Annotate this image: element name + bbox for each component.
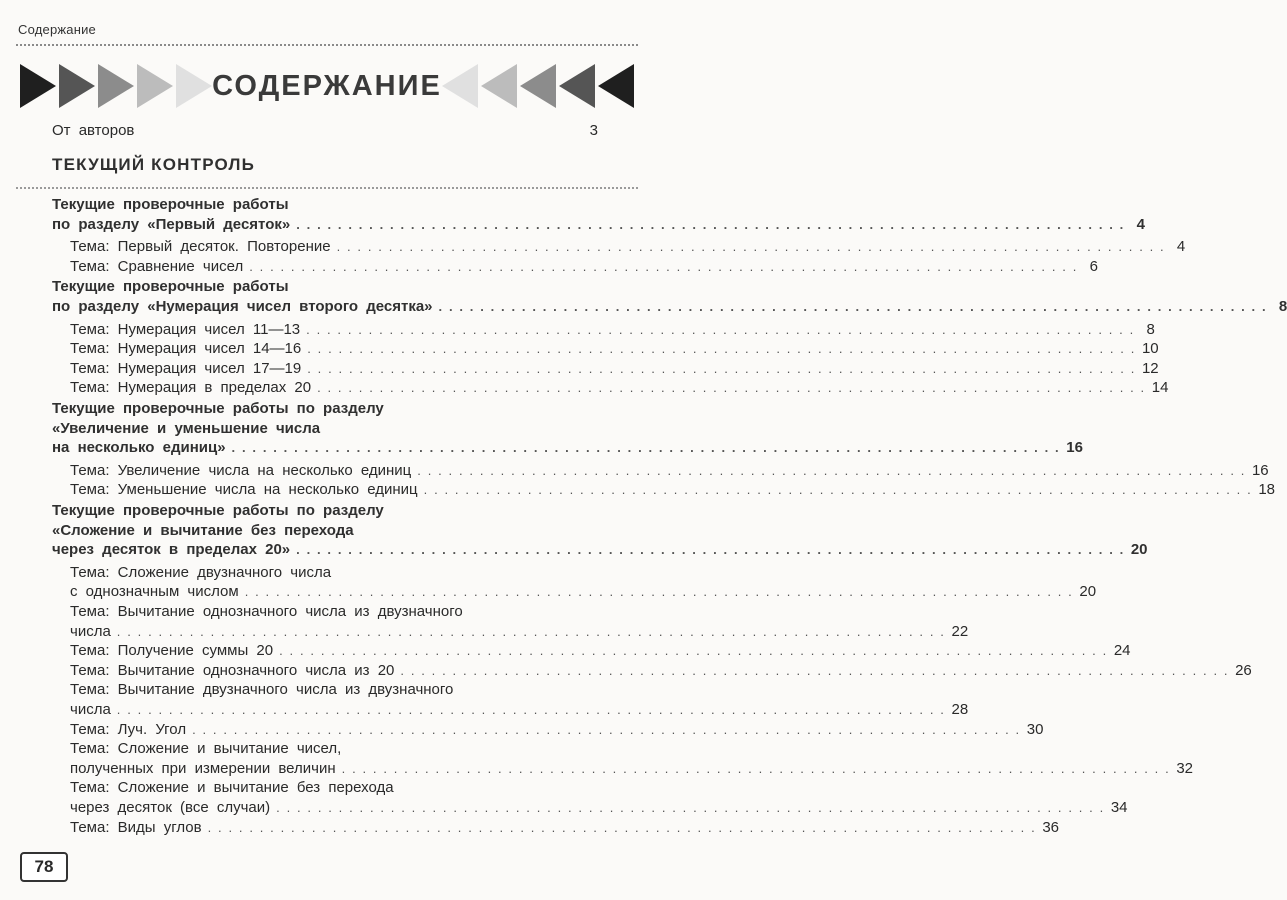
dot-leader: . . . . . . . . . . . . . . . . . . . . . . . . . . . . . . . . . . . . . . . . . . . . . . . . . . . . . . . . . . . . . . . . . . . . . . . . . . . . . . . . [400, 662, 1230, 678]
page-ref: 10 [1141, 340, 1159, 358]
topic-entry-text: Тема: Вычитание двузначного числа из двузначного [70, 681, 454, 699]
dot-leader: . . . . . . . . . . . . . . . . . . . . . . . . . . . . . . . . . . . . . . . . . . . . . . . . . . . . . . . . . . . . . . . . . . . . . . . . . . . . . . . . [249, 258, 1078, 274]
dot-leader: . . . . . . . . . . . . . . . . . . . . . . . . . . . . . . . . . . . . . . . . . . . . . . . . . . . . . . . . . . . . . . . . . . . . . . . . . . . . . . . . [192, 721, 1021, 737]
page-number: 78 [20, 852, 68, 882]
dot-leader: . . . . . . . . . . . . . . . . . . . . . . . . . . . . . . . . . . . . . . . . . . . . . . . . . . . . . . . . . . . . . . . . . . . . . . . . . . . . . . . . [279, 643, 1108, 659]
dot-leader: . . . . . . . . . . . . . . . . . . . . . . . . . . . . . . . . . . . . . . . . . . . . . . . . . . . . . . . . . . . . . . . . . . . . . . . . . . . . . . . . [317, 380, 1146, 396]
title-banner [16, 62, 638, 110]
page-ref: 8 [1278, 298, 1287, 315]
topic-entry-text: Тема: Луч. Угол [70, 720, 187, 738]
topic-entry-text: Тема: Сравнение чисел [70, 257, 244, 275]
topic-entry-text: числа [70, 622, 111, 640]
page-ref: 28 [951, 701, 969, 718]
section-rule [16, 187, 638, 189]
topic-entry-text: Тема: Сложение и вычитание без перехода [70, 779, 394, 797]
topic-entry-text: Тема: Уменьшение числа на несколько единиц [70, 481, 418, 499]
topic-entry [70, 379, 1169, 401]
page-ref: 30 [1026, 720, 1044, 738]
page-ref: 34 [1110, 799, 1128, 816]
group-title-text: по разделу «Нумерация чисел второго десятка» [52, 298, 433, 315]
topic-entry-text: полученных при измерении величин [70, 759, 336, 777]
topic-entry-text: Тема: Вычитание однозначного числа из 20 [70, 661, 395, 679]
group-title-text: по разделу «Первый десяток» [52, 215, 291, 233]
dot-leader: . . . . . . . . . . . . . . . . . . . . . . . . . . . . . . . . . . . . . . . . . . . . . . . . . . . . . . . . . . . . . . . . . . . . . . . . . . . . . . . . [423, 482, 1253, 498]
topic-entry-text: Тема: Вычитание однозначного числа из двузначного [70, 603, 463, 620]
page-ref: 26 [1235, 661, 1252, 679]
topic-entry [70, 818, 1059, 841]
page-ref: 16 [1066, 439, 1083, 457]
dot-leader: . . . . . . . . . . . . . . . . . . . . . . . . . . . . . . . . . . . . . . . . . . . . . . . . . . . . . . . . . . . . . . . . . . . . . . . . . . . . . . . . [116, 623, 946, 639]
dot-leader: . . . . . . . . . . . . . . . . . . . . . . . . . . . . . . . . . . . . . . . . . . . . . . . . . . . . . . . . . . . . . . . . . . . . . . . . . . . . . . . . [438, 299, 1268, 314]
page-ref: 16 [1251, 461, 1269, 479]
group-title-text: через десяток в пределах 20» [52, 541, 291, 559]
dot-leader: . . . . . . . . . . . . . . . . . . . . . . . . . . . . . . . . . . . . . . . . . . . . . . . . . . . . . . . . . . . . . . . . . . . . . . . . . . . . . . . . [307, 360, 1136, 376]
group-title-text: на несколько единиц» [52, 439, 226, 457]
group-title-text: Текущие проверочные работы по разделу [52, 502, 384, 519]
topic-entry-text: Тема: Нумерация чисел 14—16 [70, 340, 302, 358]
group-title-text: Текущие проверочные работы [52, 278, 289, 296]
topic-entry-text: через десяток (все случаи) [70, 799, 271, 816]
topic-entry-text: Тема: Нумерация чисел 17—19 [70, 359, 302, 377]
dot-leader: . . . . . . . . . . . . . . . . . . . . . . . . . . . . . . . . . . . . . . . . . . . . . . . . . . . . . . . . . . . . . . . . . . . . . . . . . . . . . . . . [417, 462, 1246, 478]
dot-leader: . . . . . . . . . . . . . . . . . . . . . . . . . . . . . . . . . . . . . . . . . . . . . . . . . . . . . . . . . . . . . . . . . . . . . . . . . . . . . . . . [341, 760, 1171, 776]
page-ref: 20 [1079, 583, 1097, 601]
page-ref: 22 [951, 622, 969, 640]
dot-leader: . . . . . . . . . . . . . . . . . . . . . . . . . . . . . . . . . . . . . . . . . . . . . . . . . . . . . . . . . . . . . . . . . . . . . . . . . . . . . . . . [207, 819, 1037, 835]
page-ref: 6 [1089, 257, 1098, 275]
dot-leader: . . . . . . . . . . . . . . . . . . . . . . . . . . . . . . . . . . . . . . . . . . . . . . . . . . . . . . . . . . . . . . . . . . . . . . . . . . . . . . . . [116, 702, 946, 717]
page-ref: 4 [1176, 238, 1186, 256]
page-ref: 3 [589, 122, 598, 139]
group-title [52, 215, 1145, 238]
group-title-text: Текущие проверочные работы по разделу [52, 400, 384, 417]
dot-leader: . . . . . . . . . . . . . . . . . . . . . . . . . . . . . . . . . . . . . . . . . . . . . . . . . . . . . . . . . . . . . . . . . . . . . . . . . . . . . . . . [276, 800, 1105, 815]
section-title: ТЕКУЩИЙ КОНТРОЛЬ [52, 155, 256, 174]
dot-leader: . . . . . . . . . . . . . . . . . . . . . . . . . . . . . . . . . . . . . . . . . . . . . . . . . . . . . . . . . . . . . . . . . . . . . . . . . . . . . . . . [307, 341, 1136, 357]
page-ref: 8 [1146, 320, 1155, 338]
page-ref: 32 [1176, 759, 1194, 777]
group-title [52, 541, 1148, 563]
topic-entry-text: числа [70, 701, 111, 718]
topic-entry [70, 481, 1276, 503]
header-rule [16, 44, 638, 46]
dot-leader: . . . . . . . . . . . . . . . . . . . . . . . . . . . . . . . . . . . . . . . . . . . . . . . . . . . . . . . . . . . . . . . . . . . . . . . . . . . . . . . . [244, 584, 1074, 600]
toc-intro [52, 122, 598, 144]
dot-leader: . . . . . . . . . . . . . . . . . . . . . . . . . . . . . . . . . . . . . . . . . . . . . . . . . . . . . . . . . . . . . . . . . . . . . . . . . . . . . . . . [296, 216, 1125, 232]
topic-entry-text: Тема: Первый десяток. Повторение [70, 238, 331, 256]
dot-leader: . . . . . . . . . . . . . . . . . . . . . . . . . . . . . . . . . . . . . . . . . . . . . . . . . . . . . . . . . . . . . . . . . . . . . . . . . . . . . . . . [306, 321, 1135, 337]
topic-entry-text: Тема: Нумерация в пределах 20 [70, 379, 312, 397]
group-title-text: «Увеличение и уменьшение числа [52, 419, 321, 437]
dot-leader: . . . . . . . . . . . . . . . . . . . . . . . . . . . . . . . . . . . . . . . . . . . . . . . . . . . . . . . . . . . . . . . . . . . . . . . . . . . . . . . . [231, 440, 1061, 456]
page-ref: 20 [1130, 541, 1148, 559]
page-ref: 24 [1113, 642, 1131, 660]
topic-entry-text: Тема: Сложение и вычитание чисел, [70, 740, 342, 758]
topic-entry-text: Тема: Сложение двузначного числа [70, 563, 332, 581]
dot-leader: . . . . . . . . . . . . . . . . . . . . . . . . . . . . . . . . . . . . . . . . . . . . . . . . . . . . . . . . . . . . . . . . . . . . . . . . . . . . . . . . [296, 542, 1125, 558]
group-title [52, 298, 1287, 320]
group-title-text: Текущие проверочные работы [52, 196, 289, 213]
topic-entry-text: Тема: Увеличение числа на несколько единиц [70, 461, 412, 479]
topic-entry [70, 257, 1098, 280]
toc-intro-text: От авторов [52, 122, 135, 139]
topic-entry-text: с однозначным числом [70, 583, 239, 601]
page-ref: 12 [1141, 359, 1159, 377]
dot-leader: . . . . . . . . . . . . . . . . . . . . . . . . . . . . . . . . . . . . . . . . . . . . . . . . . . . . . . . . . . . . . . . . . . . . . . . . . . . . . . . . [336, 239, 1166, 255]
topic-entry-text: Тема: Виды углов [70, 818, 202, 836]
banner-title: СОДЕРЖАНИЕ [212, 70, 442, 102]
topic-entry-text: Тема: Нумерация чисел 11—13 [70, 320, 301, 338]
topic-entry-text: Тема: Получение суммы 20 [70, 642, 274, 660]
page-ref: 36 [1042, 818, 1059, 836]
page-ref: 14 [1151, 379, 1169, 397]
page-ref: 18 [1258, 481, 1276, 499]
group-title-text: «Сложение и вычитание без перехода [52, 521, 354, 539]
running-header: Содержание [18, 22, 96, 37]
group-title [52, 439, 1083, 461]
page-ref: 4 [1136, 215, 1145, 233]
